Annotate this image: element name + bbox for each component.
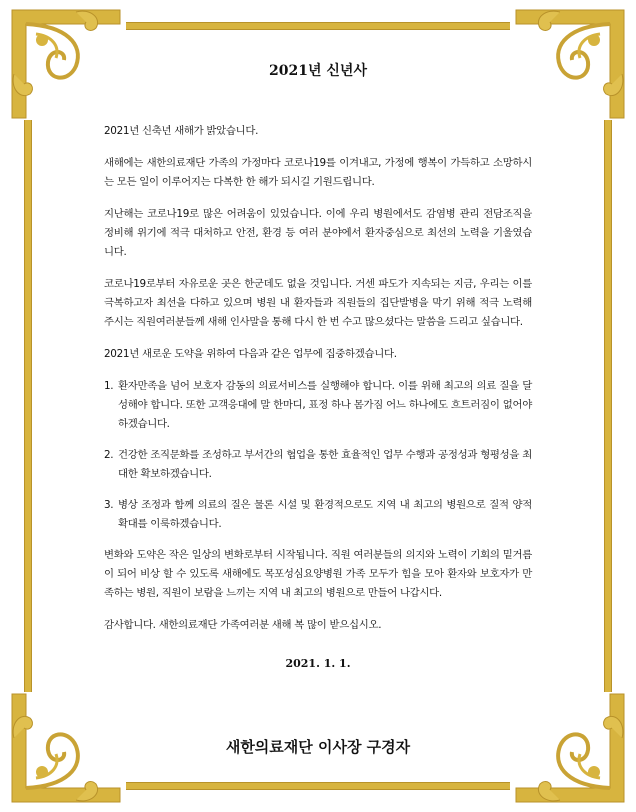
border-bar-top <box>126 22 510 30</box>
list-item-number: 1. <box>104 380 114 392</box>
signature: 새한의료재단 이사장 구경자 <box>225 738 411 756</box>
letter-date: 2021. 1. 1. <box>285 657 351 670</box>
closing-paragraph: 감사합니다. 새한의료재단 가족여러분 새해 복 많이 받으십시오. <box>104 619 382 631</box>
list-item <box>104 496 532 534</box>
thanks-paragraph: 코로나19로부터 자유로운 곳은 한군데도 없을 것입니다. 거센 파도가 지속되는 지금, 우리는 이를 극복하고자 최선을 다하고 있으며 병원 내 환자들과 직원들의 집단발병을 막기 위해 적극 노력해 주시는 직원여러분들께 새해 인사말을 통해 다시 한 번 수고 많으셨다는 말씀을 드리고 싶습니다. <box>104 278 532 328</box>
border-bar-right <box>604 120 612 692</box>
greeting-paragraph: 2021년 신축년 새해가 밝았습니다. <box>104 125 259 137</box>
list-item <box>104 446 532 484</box>
list-item-text: 병상 조정과 함께 의료의 질은 물론 시설 및 환경적으로도 지역 내 최고의 병원으로 질적 양적 확대를 이룩하겠습니다. <box>118 499 532 530</box>
list-item-number: 2. <box>104 449 114 461</box>
list-item-text: 환자만족을 넘어 보호자 감동의 의료서비스를 실행해야 합니다. 이를 위해 최고의 의료 질을 달성해야 합니다. 또한 고객응대에 말 한마디, 표정 하나 몸가짐 어느 하나에도 흐트러짐이 없어야 하겠습니다. <box>118 380 532 430</box>
wish-paragraph: 새해에는 새한의료재단 가족의 가정마다 코로나19를 이겨내고, 가정에 행복이 가득하고 소망하시는 모든 일이 이루어지는 다복한 한 해가 되시길 기원드립니다. <box>104 157 532 188</box>
change-paragraph: 변화와 도약은 작은 일상의 변화로부터 시작됩니다. 직원 여러분들의 의지와 노력이 기회의 밑거름이 되어 비상 할 수 있도록 새해에도 목포성심요양병원 가족 모두가 힘을 모아 환자와 보호자가 만족하는 병원, 직원이 보람을 느끼는 지역 내 최고의 병원으로 만들어 나갑시다. <box>104 549 532 599</box>
goals-list <box>104 377 532 534</box>
letter-body <box>104 60 532 670</box>
focus-intro-paragraph: 2021년 새로운 도약을 위하여 다음과 같은 업무에 집중하겠습니다. <box>104 348 397 360</box>
list-item-text: 건강한 조직문화를 조성하고 부서간의 협업을 통한 효율적인 업무 수행과 공정성과 형평성을 최대한 확보하겠습니다. <box>118 449 532 480</box>
list-item <box>104 377 532 434</box>
letter-title: 2021년 신년사 <box>269 63 367 79</box>
border-bar-left <box>24 120 32 692</box>
border-bar-bottom <box>126 782 510 790</box>
list-item-number: 3. <box>104 499 114 511</box>
review-paragraph: 지난해는 코로나19로 많은 어려움이 있었습니다. 이에 우리 병원에서도 감염병 관리 전담조직을 정비해 위기에 적극 대처하고 안전, 환경 등 여러 분야에서 환자중심으로 최선의 노력을 기울였습니다. <box>104 208 532 258</box>
